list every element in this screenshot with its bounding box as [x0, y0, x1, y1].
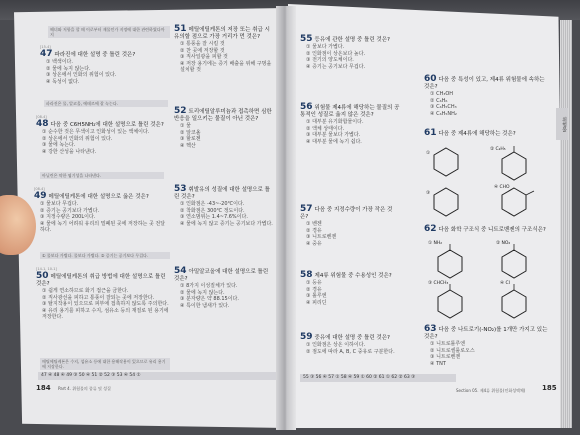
option: ④ 증기는 공기보다 무겁다. — [306, 63, 366, 70]
question-number: 52 — [174, 106, 187, 116]
option: ① 8가지 이성질체가 있다. — [180, 283, 238, 289]
question-number: 63 — [424, 324, 437, 334]
option: ④ 유리 용기를 피하고 수지, 섬유소 등의 재질로 된 용기에 저장한다. — [42, 307, 169, 320]
option: ③ C₆H₅CH₃ — [430, 104, 457, 110]
answer-bar: 55 ③ 56 ④ 57 ① 58 ④ 59 ① 60 ② 61 ① 62 ② 63 ③ — [300, 374, 456, 382]
structure-label: ② NO₂ — [496, 241, 511, 246]
option: ③ 할로젠 — [180, 136, 201, 142]
option: ③ 상온에서 인화의 위험이 있다. — [46, 72, 117, 78]
option: ② 알코올 — [180, 129, 201, 136]
option: ③ 연소범위는 1.4~7.6%이다. — [180, 214, 248, 220]
question-55 — [300, 36, 396, 70]
question-number: 61 — [424, 128, 437, 138]
question-text: 다음 중 지정수량이 가장 작은 것은? — [300, 207, 393, 220]
option: ① 백색이다. — [46, 59, 73, 65]
option: ① 물보다 무겁다. — [40, 201, 79, 207]
question-57 — [300, 206, 400, 247]
question-53 — [174, 186, 274, 227]
option: ② 물에 녹지 않는다. — [46, 65, 91, 72]
option: ④ 강한 산성을 나타낸다. — [42, 148, 97, 155]
page-edges — [560, 20, 572, 428]
question-61 — [424, 130, 550, 138]
hint-48: 아닐린은 약한 염기성을 나타낸다. — [40, 172, 164, 179]
option: ③ 탈지작용이 있으므로 피부에 접촉하지 않도록 주의한다. — [42, 301, 169, 307]
option: ④ 독성이 없다. — [46, 78, 80, 85]
option: ② 찬 곳에 저장할 것 — [180, 47, 225, 54]
option: ② C₆H₆ — [430, 97, 448, 104]
question-text: 휘발유의 성질에 대한 설명으로 틀린 것은? — [174, 187, 270, 200]
structure-label: ① NH₂ — [428, 241, 443, 246]
question-text: 위험물 제4류에 해당하는 물질의 공통적인 성질로 옳지 않은 것은? — [300, 105, 400, 118]
option: ④ 물에 녹기 어려워 유리의 밀폐된 곳에 저장하는 곳 전달하다. — [40, 220, 166, 233]
option: ② 점도에 따라 A, B, C 중유로 구분한다. — [306, 348, 395, 355]
question-text: 다음 중 나트로기(-NO₂)를 1개만 가지고 있는 것은? — [424, 327, 548, 340]
option: ④ 물에 녹지 않고 증기는 공기보다 가볍다. — [180, 220, 273, 227]
benzene-ring — [502, 188, 526, 216]
question-63 — [424, 326, 550, 367]
option: ① 인화점은 상온 이하이다. — [306, 342, 366, 348]
answer-bar: 47 ④ 48 ④ 49 ③ 50 ④ 51 ② 52 ③ 53 ④ 54 ① — [38, 372, 276, 380]
benzene-ring — [438, 290, 462, 318]
option: ③ 톨루엔 — [306, 293, 327, 299]
question-number: 48 — [36, 119, 49, 129]
benzene-ring — [438, 250, 462, 278]
option: ① 인화점은 -43~-20℃이다. — [180, 201, 245, 207]
option: ④ 중유 — [306, 240, 322, 247]
structure-label: ③ — [426, 191, 431, 196]
question-49: [08-4] 49 메틸에틸케톤에 대한 설명으로 옳은 것은? ① 물보다 무겁다. ② 증기는 공기보다 가볍다. ③ 지정수량은 200L이다. ④ 물에 녹기 어려워 유리의 밀폐된 곳에 저장하는 곳 전달하다. — [34, 186, 168, 234]
question-number: 59 — [300, 332, 313, 342]
option: ② 직사광선을 피하고 통풍이 잘되는 곳에 저장한다. — [42, 294, 155, 301]
question-50: [14-1, 10-1] 50 메틸에틸케톤의 취급 방법에 대한 설명으로 틀린 것은? ① 쉽게 연소하므로 화기 접근을 금한다. ② 직사광선을 피하고 통풍이 잘되는 곳에 저장한다. ③ 탈지작용이 있으므로 피부에 접촉하지 않도록 주의한다. ④ 유리 용기를 피하고 수지, 섬유소 등의 재질로 된 용기에 저장한다. — [36, 267, 169, 320]
page-number: 185 — [542, 384, 557, 392]
option: ① CH₃OH — [430, 91, 454, 97]
question-text: 제4류 위험물 중 수용성인 것은? — [314, 273, 392, 279]
option: ③ 물에 녹는다. — [42, 142, 76, 148]
book-gutter — [276, 6, 296, 430]
option: ④ 저장 용기에는 증기 배출을 위해 구멍을 설치할 것 — [180, 60, 272, 73]
benzene-ring — [502, 250, 526, 278]
option: ② 상온에서 인화의 위험이 있다. — [42, 135, 113, 142]
option: ① 순수한 것은 무색이고 인화성이 있는 액체이다. — [42, 129, 150, 135]
option: ③ 분자량은 약 88.15이다. — [180, 296, 239, 302]
hint-47: 파라진은 물, 알코올, 에테르에 잘 녹는다. — [44, 100, 168, 107]
question-59 — [300, 334, 400, 355]
option: ② 액체 상태이다. — [306, 125, 345, 132]
question-text: 파라진에 대한 설명 중 틀린 것은? — [54, 52, 136, 58]
option: ② 착화점은 300℃ 정도이다. — [180, 207, 245, 214]
structure-label: ④ Cl — [500, 281, 510, 286]
option: ④ TNT — [430, 360, 446, 367]
question-text: 메틸에틸케톤의 취급 방법에 대한 설명으로 틀린 것은? — [36, 274, 166, 287]
question-text: 다음 중 특성이 있고, 제4류 위험물에 속하는 것은? — [424, 77, 545, 90]
option: ② 인화점이 상온보다 높다. — [306, 50, 366, 57]
question-number: 47 — [40, 49, 53, 59]
option: ④ 피리딘 — [306, 299, 327, 306]
question-number: 62 — [424, 224, 437, 234]
question-47: [15-4] 47 파라진에 대한 설명 중 틀린 것은? ① 백색이다. ② 물에 녹지 않는다. ③ 상온에서 인화의 위험이 있다. ④ 독성이 없다. — [40, 44, 160, 85]
benzene-ring — [502, 152, 526, 180]
option: ① 통풍을 잘 시킬 것 — [180, 41, 225, 47]
option: ② 물에 녹지 않는다. — [180, 289, 225, 296]
option: ④ 대부분 물에 녹기 쉽다. — [306, 138, 362, 145]
question-text: 다음 중 제4류에 해당하는 것은? — [438, 131, 516, 137]
option: ② 경유 — [306, 286, 322, 293]
question-text: 다음 화학 구조식 중 니트로벤젠의 구조식은? — [438, 227, 546, 233]
structure-label: ④ CHO — [494, 185, 510, 190]
question-58 — [300, 272, 400, 306]
option: ③ 니트로벤젠 — [306, 234, 337, 240]
option: ③ 지정수량은 200L이다. — [40, 214, 96, 220]
question-48: [08-4] 48 다음 중 C6H5NH₂에 대한 설명으로 틀린 것은? ① 순수한 것은 무색이고 인화성이 있는 액체이다. ② 상온에서 인화의 위험이 있다. ③ 물에 녹는다. ④ 강한 산성을 나타낸다. — [36, 114, 170, 155]
structure-label: ② C₂H₅ — [490, 147, 506, 152]
option: ① 니트로톨루엔 — [430, 341, 466, 347]
question-text: 아밀알코올에 대한 설명으로 틀린 것은? — [174, 269, 269, 282]
hint-50: 메틸에틸케톤은 수지, 섬유소 등에 대한 용해작용이 있으므로 유리 용기에 저장한다. — [40, 358, 170, 370]
question-number: 51 — [174, 24, 187, 34]
structure-label: ① — [426, 151, 431, 156]
question-text: 중유에 대한 설명 중 틀린 것은? — [314, 335, 390, 341]
question-number: 49 — [34, 191, 47, 201]
option: ② 니트로셀룰로오스 — [430, 347, 475, 354]
option: ③ 직사일광을 피할 것 — [180, 54, 228, 60]
question-number: 54 — [174, 266, 187, 276]
question-62 — [424, 226, 550, 234]
option: ② 경유 — [306, 227, 322, 234]
benzene-ring — [434, 188, 458, 216]
benzene-ring — [434, 148, 458, 176]
question-60 — [424, 76, 550, 117]
option: ① 대부분 유기화합물이다. — [306, 119, 364, 125]
question-number: 50 — [36, 271, 49, 281]
option: ③ 니트로벤젠 — [430, 354, 461, 360]
hint-49: ① 물보다 가볍다. 물보다 가볍다. ② 증기는 공기보다 무겁다. — [40, 252, 170, 259]
question-51 — [174, 26, 274, 74]
option: ① 벤젠 — [306, 221, 322, 227]
question-number: 55 — [300, 34, 313, 44]
q61-structures — [424, 142, 554, 222]
question-text: 메틸에틸케톤의 저장 또는 취급 시 유의할 점으로 가장 거리가 먼 것은? — [174, 27, 270, 40]
side-tab: 위험물 — [556, 108, 568, 140]
option: ① 쉽게 연소하므로 화기 접근을 금한다. — [42, 288, 129, 294]
question-56 — [300, 104, 400, 145]
question-number: 56 — [300, 102, 313, 112]
question-number: 60 — [424, 74, 437, 84]
option: ① 물보다 가볍다. — [306, 44, 345, 50]
option: ① 물 — [180, 123, 191, 129]
question-number: 58 — [300, 270, 313, 280]
option: ③ 전기의 양도체이다. — [306, 57, 354, 63]
question-text: 트리에틸알루미늄과 접촉하면 심한 반응을 일으키는 물질이 아닌 것은? — [174, 109, 272, 122]
question-text: 다음 중 C6H5NH₂에 대한 설명으로 틀린 것은? — [50, 122, 164, 128]
question-text: 메틸에틸케톤에 대한 설명으로 옳은 것은? — [48, 194, 149, 200]
option: ④ 헥산 — [180, 142, 196, 149]
structure-label: ③ CHCH₃ — [428, 281, 449, 286]
option: ③ 대부분 물보다 가볍다. — [306, 132, 361, 138]
page-footer: Section 05. 제4류 위험물(인화성액체) — [456, 388, 526, 393]
question-52 — [174, 108, 274, 149]
header-hint: 해녀와 저항을 할 때 이로부터 재물인가 지정에 대한 관련하였다까지 — [48, 26, 170, 38]
option: ④ C₆H₅NH₂ — [430, 110, 457, 117]
question-text: 등유에 관한 설명 중 틀린 것은? — [314, 37, 390, 43]
option: ② 증기는 공기보다 가볍다. — [40, 207, 100, 214]
question-number: 53 — [174, 184, 187, 194]
option: ① 등유 — [306, 280, 322, 286]
page-footer: Part 4. 위험물의 종류 및 성질 — [58, 386, 111, 391]
page-number: 184 — [36, 384, 51, 392]
question-54 — [174, 268, 274, 309]
question-number: 57 — [300, 204, 313, 214]
benzene-ring — [502, 290, 526, 318]
q62-structures — [424, 238, 554, 322]
option: ④ 특이한 냄새가 있다. — [180, 302, 230, 309]
